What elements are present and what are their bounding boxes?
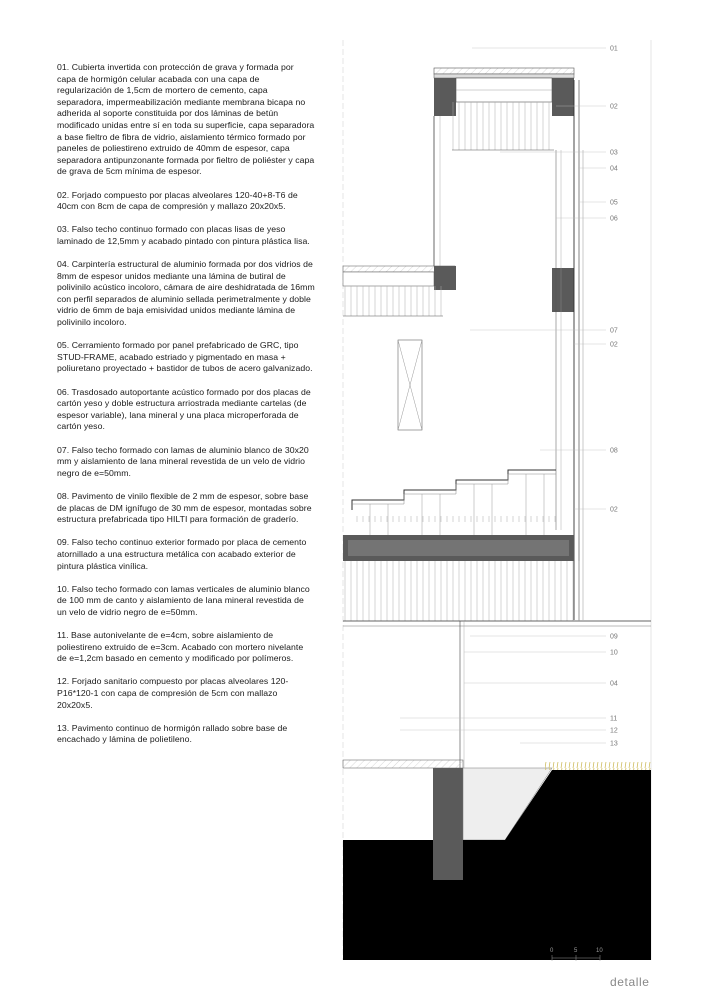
- column-right-mid: [552, 268, 574, 312]
- roof-ceiling: [452, 102, 554, 150]
- detail-caption: detalle: [610, 975, 650, 989]
- note-11: 11. Base autonivelante de e=4cm, sobre aislamiento de poliestireno extruido de e=3cm. Acabado con mortero nivelante de e=1,2cm basado en cemento y modificado por polímeros.: [57, 630, 304, 664]
- callout-label-07: 07: [610, 327, 618, 335]
- callout-label-01: 01: [610, 45, 618, 53]
- note-02: 02. Forjado compuesto por placas alveolares 120-40+8-T6 de 40cm con 8cm de capa de compresión y mallazo 20x20x5.: [57, 189, 298, 212]
- callout-label-04: 04: [610, 165, 618, 173]
- callout-label-08: 08: [610, 447, 618, 455]
- callout-labels: [400, 46, 618, 748]
- scale-tick-10: 10: [596, 948, 603, 954]
- note-03: 03. Falso techo continuo formado con placas lisas de yeso laminado de 12,5mm y acabado pintado con pintura plástica lisa.: [57, 224, 310, 246]
- exterior-pavement: [545, 762, 651, 770]
- callout-label-05: 05: [610, 199, 618, 207]
- exterior-soffit: [343, 621, 651, 768]
- intermediate-slab: [343, 266, 574, 316]
- note-06: 06. Trasdosado autoportante acústico formado por dos placas de cartón yeso y doble estructura arriostrada mediante cartelas (de espesor variable), lana mineral y una placa microperforada de cartón yeso.: [57, 386, 311, 432]
- note-04: 04. Carpintería estructural de aluminio formada por dos vidrios de 8mm de espesor unidos mediante una lámina de butiral de polivinilo acústico incoloro, cámara de aire deshidratada de 16mm con perfil separados de aluminio sellada perimetralmente y doble vidrio de 6mm de baja emisividad unidos mediante lámina de polivinilo incoloro.: [57, 259, 315, 328]
- callout-label-03: 03: [610, 149, 618, 157]
- note-05: 05. Cerramiento formado por panel prefabricado de GRC, tipo STUD-FRAME, acabado estriado y pigmentado en masa + poliuretano proyectado + bastidor de tubos de acero galvanizado.: [57, 340, 313, 374]
- callout-label-02: 02: [610, 506, 618, 514]
- callout-label-09: 09: [610, 633, 618, 641]
- ground-floor: [343, 760, 651, 960]
- tiered-seating: [352, 470, 556, 535]
- scale-tick-0: 0: [550, 948, 554, 954]
- foundation-wall: [433, 768, 463, 880]
- scale-tick-5: 5: [574, 948, 578, 954]
- door-element: [398, 340, 422, 430]
- callout-label-04: 04: [610, 680, 618, 688]
- callout-label-11: 11: [610, 715, 618, 723]
- note-12: 12. Forjado sanitario compuesto por placas alveolares 120-P16*120-1 con capa de compresión de 5cm con mallazo 20x20x5.: [57, 676, 289, 710]
- note-07: 07. Falso techo formado con lamas de aluminio blanco de 30x20 mm y aislamiento de lana mineral revestida de un velo de vidrio negro de e=50mm.: [57, 444, 309, 478]
- callout-label-06: 06: [610, 215, 618, 223]
- callout-label-02: 02: [610, 341, 618, 349]
- note-13: 13. Pavimento continuo de hormigón rallado sobre base de encachado y lámina de polietileno.: [57, 722, 288, 745]
- roof-beam-right: [552, 78, 574, 116]
- lower-slab: [343, 535, 651, 621]
- note-09: 09. Falso techo continuo exterior formado por placa de cemento atornillado a una estructura metálica con acabado exterior de pintura plástica vinílica.: [57, 537, 307, 571]
- callout-label-12: 12: [610, 727, 618, 735]
- note-01: 01. Cubierta invertida con protección de grava y formada por capa de hormigón celular acabada con una capa de regularización de 1,5cm de mortero de cemento, capa separadora, impermeabilización mediante membrana bicapa no adherida al soporte constituida por dos láminas de betún modificado unidas entre sí en toda su superficie, capa separadora a base fieltro de fibra de vidrio, aislamiento térmico formado por paneles de poliestireno extruido de 40mm de espesor, capa separadora antipunzonante formada por fieltro de poliéster y capa de grava de 5cm mínima de espesor.: [57, 62, 315, 177]
- note-08: 08. Pavimento de vinilo flexible de 2 mm de espesor, sobre base de placas de DM ignífugo de 30 mm de espesor, montadas sobre estructura prefabricada tipo HILTI para formación de graderío.: [57, 490, 312, 525]
- callout-label-13: 13: [610, 740, 618, 748]
- callout-label-10: 10: [610, 649, 618, 657]
- callout-label-02: 02: [610, 103, 618, 111]
- note-10: 10. Falso techo formado con lamas verticales de aluminio blanco de 100 mm de canto y aislamiento de lana mineral revestida de un velo de vidrio negro de e=50mm.: [57, 583, 310, 617]
